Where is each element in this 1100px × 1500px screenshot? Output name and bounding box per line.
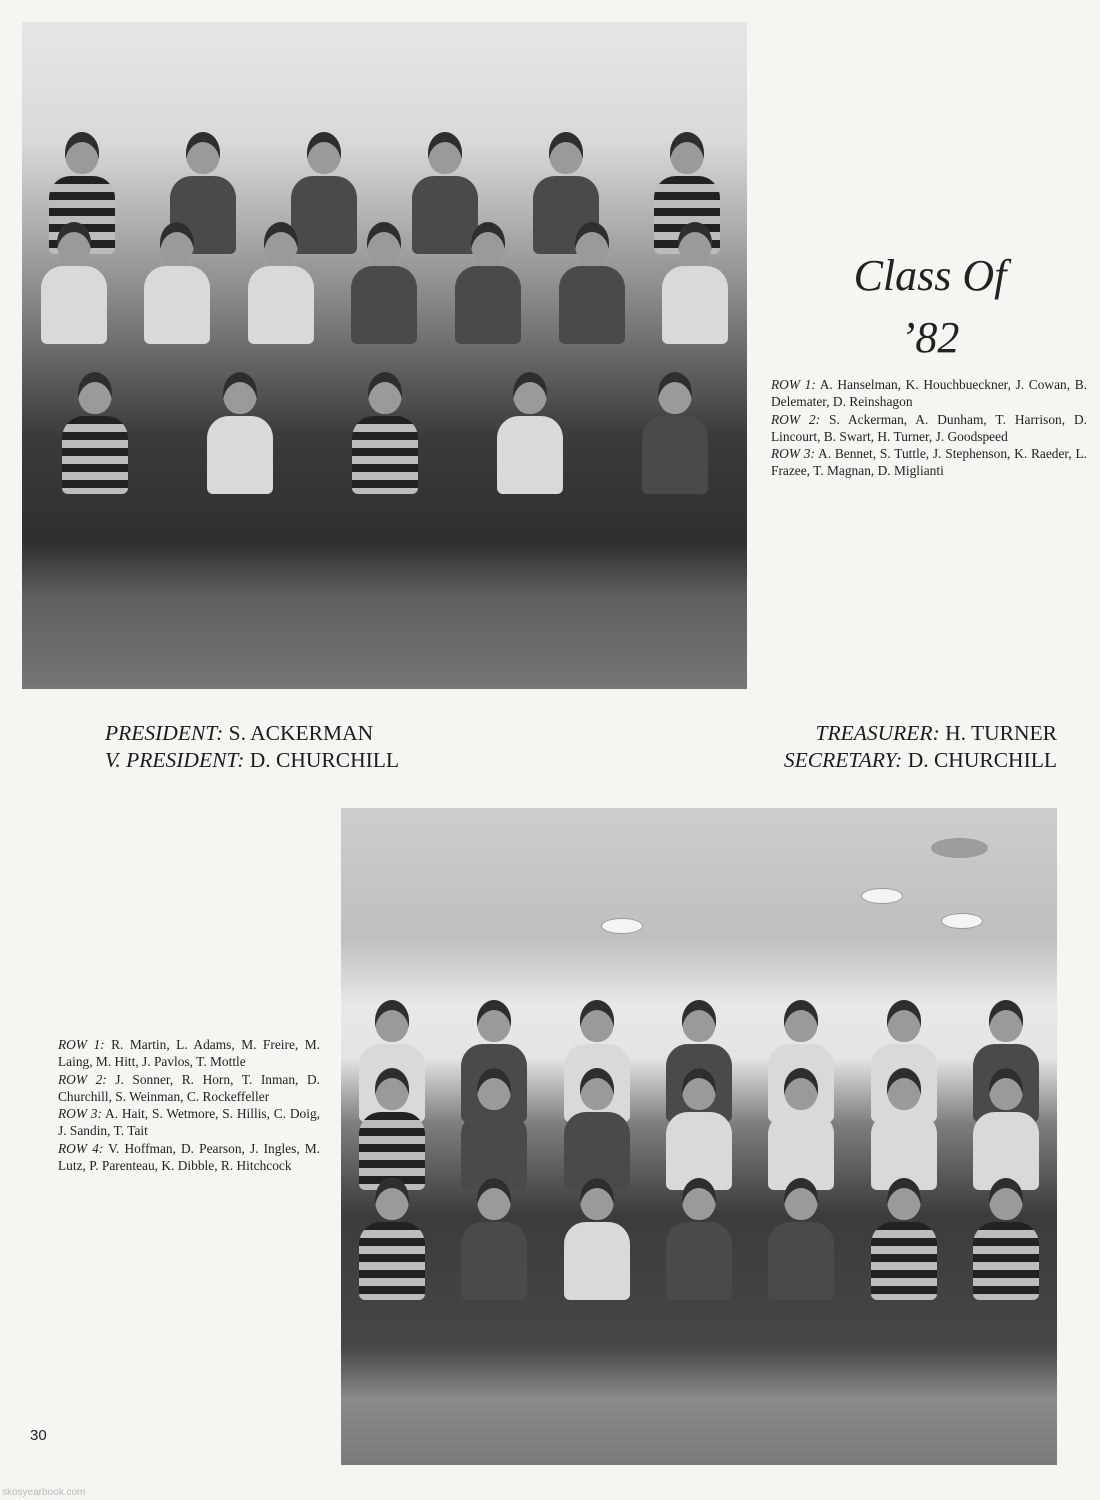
caption-row-label: ROW 3: [771, 446, 815, 462]
caption-row-names: S. Ackerman, A. Dunham, T. Harrison, D. Lincourt, B. Swart, H. Turner, J. Goodspeed [771, 411, 1087, 444]
officer-role: TREASURER: [815, 721, 940, 745]
ceiling-fixture [931, 838, 988, 858]
caption-row-names: A. Hanselman, K. Houchbueckner, J. Cowan, B. Delemater, D. Reinshagon [771, 377, 1088, 410]
officer-name: H. TURNER [945, 721, 1057, 745]
officer-name: S. ACKERMAN [228, 721, 374, 745]
caption-row-label: ROW 3: [58, 1106, 102, 1122]
officer-treasurer [784, 720, 1057, 747]
caption-row-label: ROW 2: [771, 411, 821, 427]
caption-row-label: ROW 4: [58, 1140, 104, 1156]
officer-name: D. CHURCHILL [907, 748, 1057, 772]
officer-secretary [784, 747, 1057, 774]
watermark: skosyearbook.com [2, 1487, 86, 1498]
officer-name: D. CHURCHILL [249, 748, 400, 772]
ceiling-light [601, 918, 643, 934]
photo-row-middle [341, 1068, 1057, 1190]
title-line-2: ’82 [900, 313, 960, 362]
officer-vice-president [105, 747, 399, 774]
class-photo-bottom [341, 808, 1057, 1465]
top-photo-caption [771, 376, 1087, 480]
title-line-1: Class Of [853, 251, 1007, 300]
caption-row-label: ROW 2: [58, 1071, 107, 1087]
ceiling-light [861, 888, 903, 904]
photo-row-front [341, 1178, 1057, 1300]
photo-row-front [22, 372, 747, 494]
officer-president [105, 720, 399, 747]
caption-row-names: V. Hoffman, D. Pearson, J. Ingles, M. Lutz, P. Parenteau, K. Dibble, R. Hitchcock [58, 1140, 321, 1174]
ceiling-light [941, 913, 983, 929]
officer-role: V. PRESIDENT: [105, 748, 245, 772]
caption-row-names: A. Bennet, S. Tuttle, J. Stephenson, K. Raeder, L. Frazee, T. Magnan, D. Miglianti [771, 446, 1088, 479]
officer-role: SECRETARY: [783, 748, 903, 772]
caption-row-label: ROW 1: [771, 377, 816, 392]
page-title [820, 245, 1040, 369]
caption-row-names: A. Hait, S. Wetmore, S. Hillis, C. Doig, J. Sandin, T. Tait [58, 1106, 321, 1139]
class-photo-top [22, 22, 747, 689]
page-number: 30 [30, 1427, 47, 1444]
photo-row-middle [22, 222, 747, 344]
officers-left [105, 720, 399, 774]
officer-role: PRESIDENT: [105, 721, 224, 745]
caption-row-names: R. Martin, L. Adams, M. Freire, M. Laing, M. Hitt, J. Pavlos, T. Mottle [58, 1037, 320, 1070]
officers-right [784, 720, 1057, 774]
caption-row-label: ROW 1: [58, 1037, 105, 1052]
caption-row-names: J. Sonner, R. Horn, T. Inman, D. Churchill, S. Weinman, C. Rockeffeller [58, 1071, 320, 1104]
bottom-photo-caption [58, 1036, 320, 1174]
